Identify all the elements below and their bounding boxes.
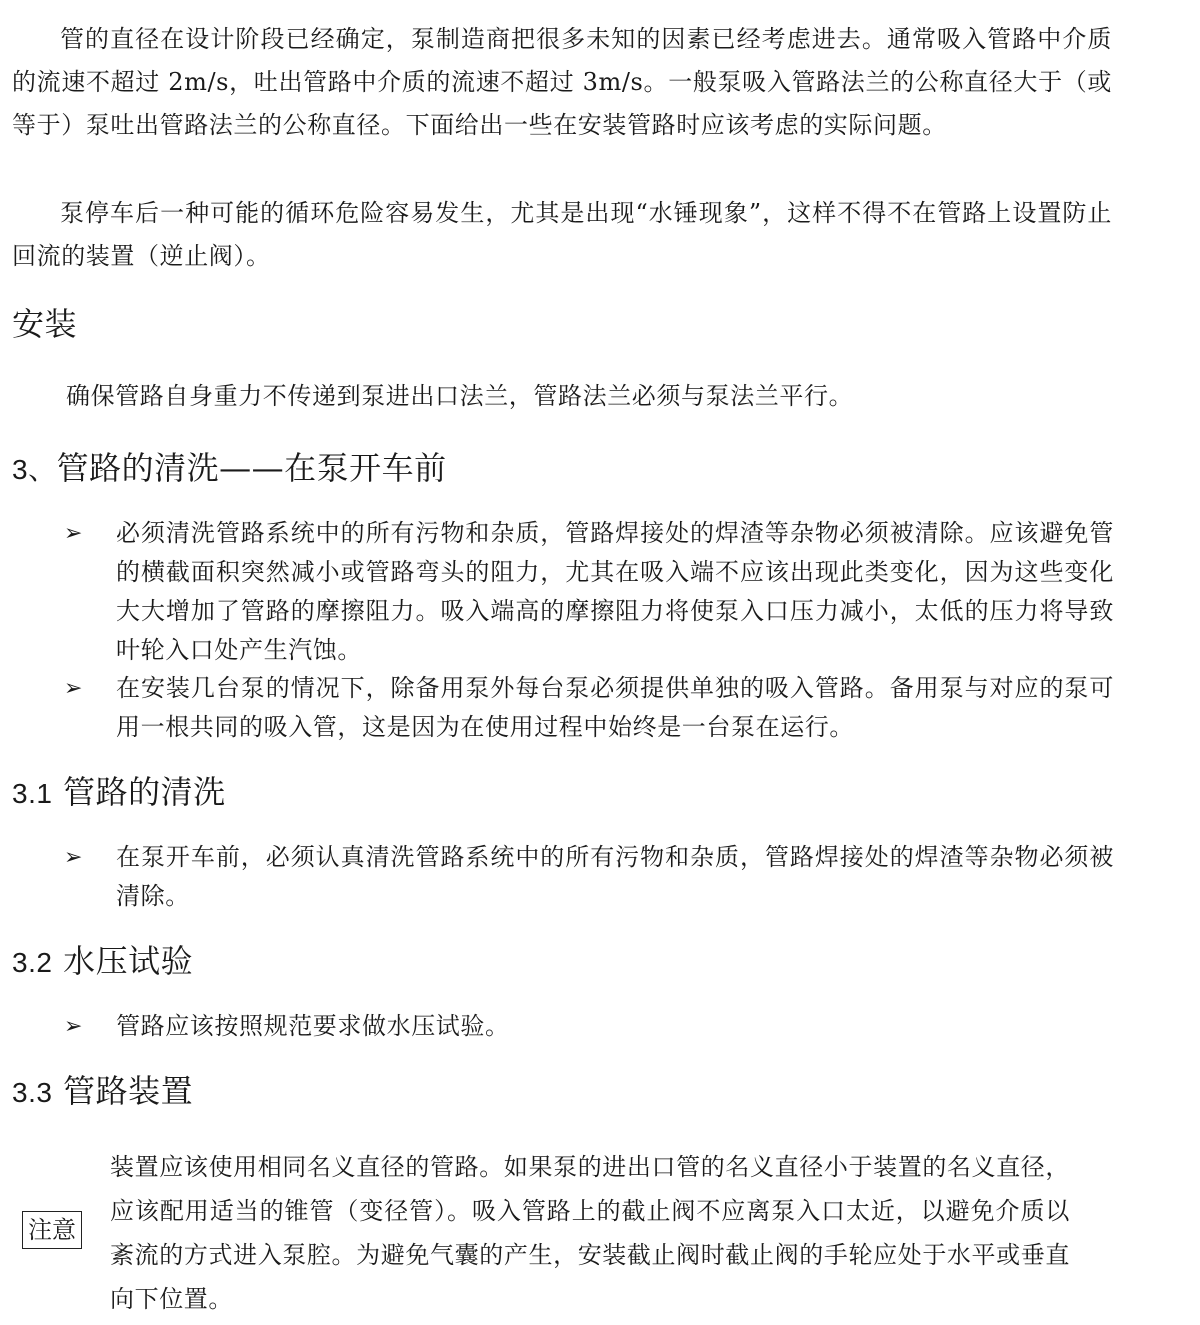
arrow-bullet-icon: ➢: [64, 521, 83, 546]
arrow-bullet-icon: ➢: [64, 845, 83, 870]
section-heading-3: [12, 448, 447, 490]
arrow-bullet-icon: ➢: [64, 676, 83, 701]
install-text: 确保管路自身重力不传递到泵进出口法兰，管路法兰必须与泵法兰平行。: [66, 382, 854, 410]
arrow-bullet-icon: ➢: [64, 1014, 83, 1039]
section-number: 3.1: [12, 778, 53, 809]
section-number: 3.3: [12, 1077, 53, 1108]
bullet-text: 必须清洗管路系统中的所有污物和杂质，管路焊接处的焊渣等杂物必须被清除。应该避免管的横截面积突然减小或管路弯头的阻力，尤其在吸入端不应该出现此类变化，因为这些变化大大增加了管路的摩擦阻力。吸入端高的摩擦阻力将使泵入口压力减小，太低的压力将导致叶轮入口处产生汽蚀。: [116, 519, 1114, 664]
bullet-text: 管路应该按照规范要求做水压试验。: [116, 1012, 510, 1040]
list-item: [64, 514, 1114, 670]
note-label-box: 注意: [22, 1211, 82, 1249]
note-text: 装置应该使用相同名义直径的管路。如果泵的进出口管的名义直径小于装置的名义直径，应该配用适当的锥管（变径管）。吸入管路上的截止阀不应离泵入口太近，以避免介质以紊流的方式进入泵腔。为避免气囊的产生，安装截止阀时截止阀的手轮应处于水平或垂直向下位置。: [110, 1153, 1070, 1313]
intro-paragraph-2: 泵停车后一种可能的循环危险容易发生，尤其是出现“水锤现象”，这样不得不在管路上设置防止回流的装置（逆止阀）。: [12, 199, 1112, 270]
intro-paragraph-1: 管的直径在设计阶段已经确定，泵制造商把很多未知的因素已经考虑进去。通常吸入管路中介质的流速不超过 2m/s，吐出管路中介质的流速不超过 3m/s。一般泵吸入管路法兰的公称直径大于（或等于）泵吐出管路法兰的公称直径。下面给出一些在安装管路时应该考虑的实际问题。: [12, 25, 1112, 139]
section-heading-3-3: [12, 1071, 193, 1113]
section-title: 管路的清洗: [63, 773, 226, 811]
list-item: [64, 669, 1114, 747]
section-heading-install: [12, 304, 77, 344]
section-heading-3-2: [12, 941, 193, 983]
section-heading-3-1: [12, 772, 226, 814]
section-title: 水压试验: [63, 942, 194, 980]
bullet-text: 在泵开车前，必须认真清洗管路系统中的所有污物和杂质，管路焊接处的焊渣等杂物必须被清除。: [116, 843, 1114, 910]
bullet-text: 在安装几台泵的情况下，除备用泵外每台泵必须提供单独的吸入管路。备用泵与对应的泵可用一根共同的吸入管，这是因为在使用过程中始终是一台泵在运行。: [116, 674, 1114, 741]
list-item: [64, 838, 1114, 916]
list-item: [64, 1007, 1114, 1046]
section-title: 安装: [12, 305, 78, 343]
section-title: 管路装置: [63, 1072, 194, 1110]
section-number: 3、: [12, 454, 57, 485]
section-title: 管路的清洗——在泵开车前: [56, 449, 447, 487]
section-number: 3.2: [12, 947, 53, 978]
